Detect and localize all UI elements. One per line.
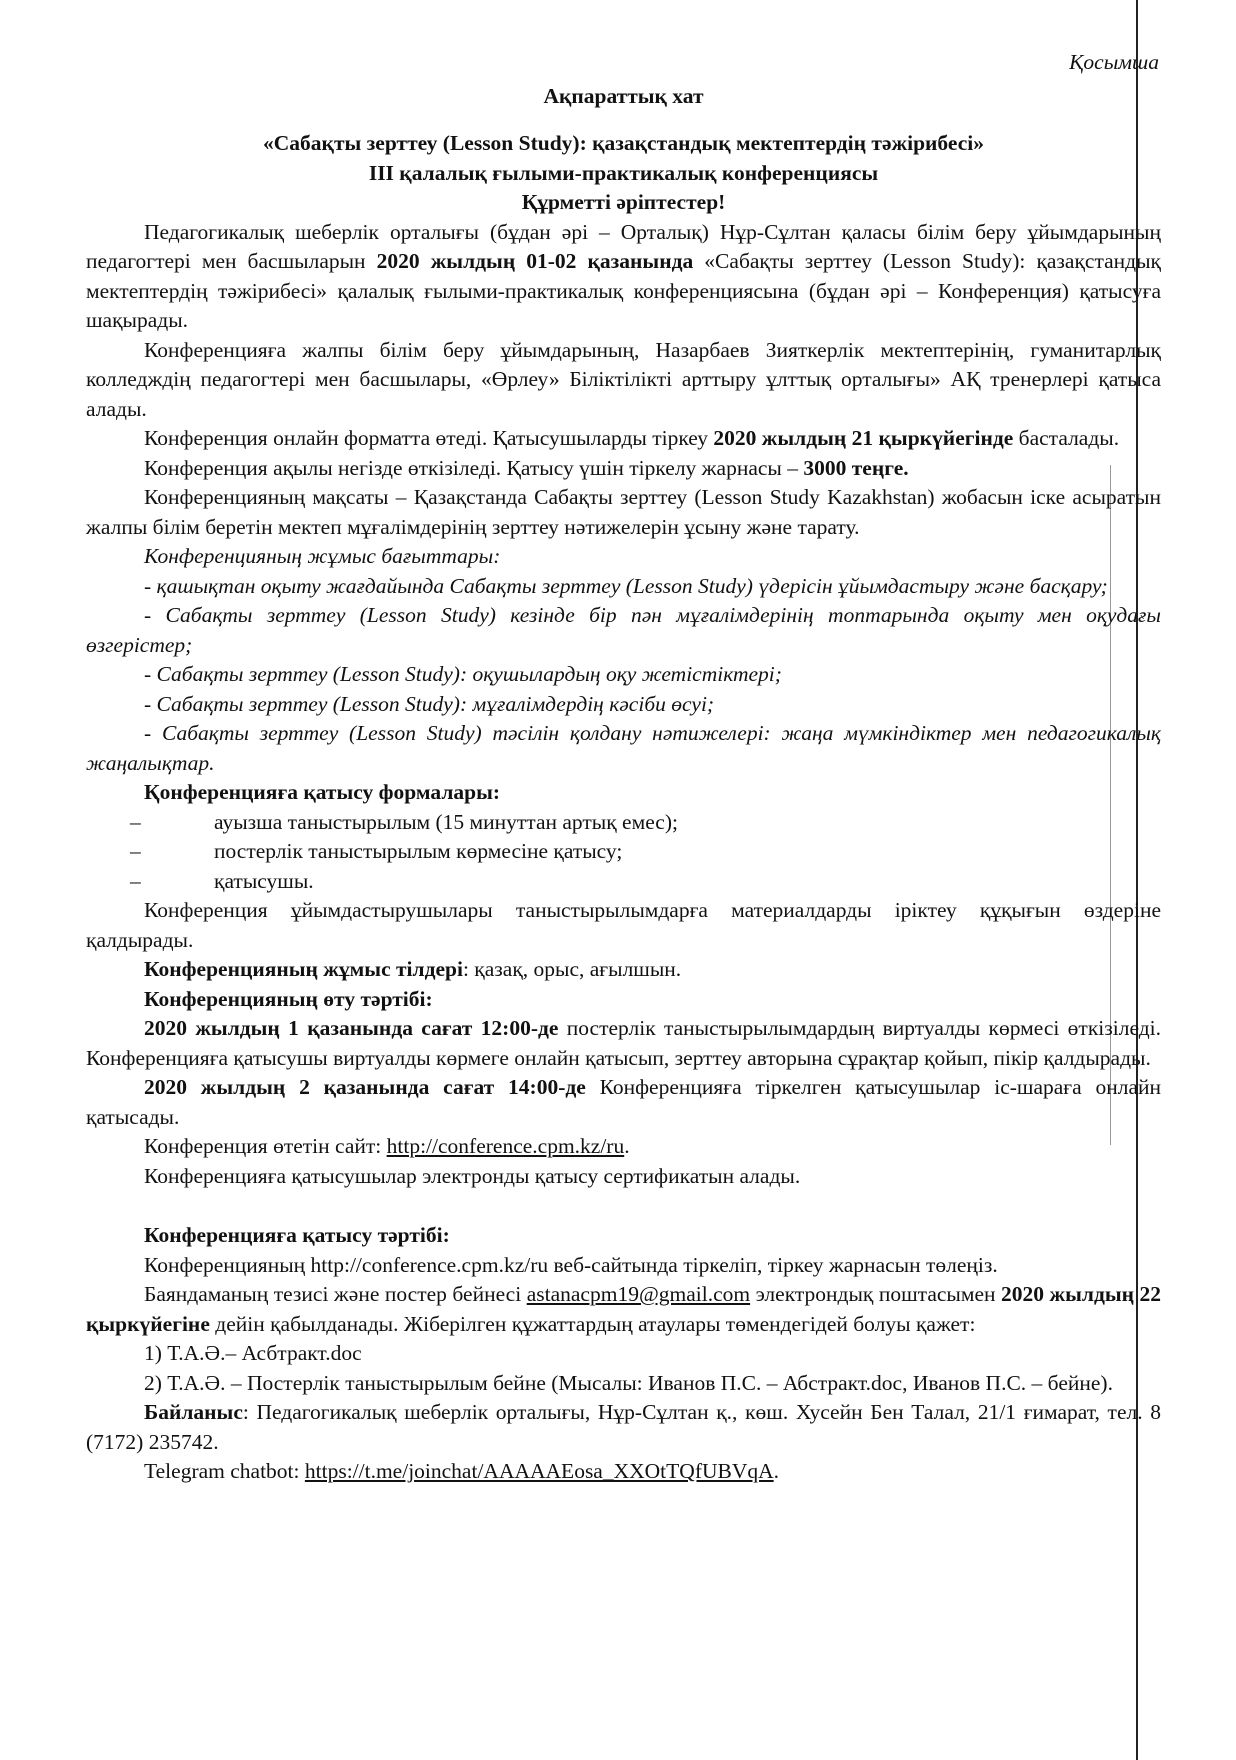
direction-item: - Сабақты зерттеу (Lesson Study) тәсілін қолдану нәтижелері: жаңа мүмкіндіктер мен педагогикалық жаңалықтар. bbox=[86, 721, 1161, 775]
annex-label: Қосымша bbox=[1069, 50, 1159, 74]
conference-type: III қалалық ғылыми-практикалық конференциясы bbox=[368, 160, 879, 185]
participation-heading: Конференцияға қатысу тәртібі: bbox=[144, 1223, 450, 1247]
paragraph-languages: Конференцияның жұмыс тілдері: қазақ, орыс, ағылшын. bbox=[144, 957, 682, 981]
paragraph-fee: Конференция ақылы негізде өткізіледі. Қатысу үшін тіркелу жарнасы – 3000 теңге. bbox=[144, 455, 909, 480]
paragraph-site: Конференция өтетін сайт: http://conference.cpm.kz/ru. bbox=[144, 1134, 630, 1158]
conference-name: «Сабақты зерттеу (Lesson Study): қазақстандық мектептердің тәжірибесі» bbox=[263, 131, 984, 155]
paragraph-registration: Конференция онлайн форматта өтеді. Қатысушыларды тіркеу 2020 жылдың 21 қыркүйегінде басталады. bbox=[144, 426, 1120, 450]
order-heading: Конференцияның өту тәртібі: bbox=[144, 986, 433, 1011]
file-name-example-2: 2) Т.А.Ә. – Постерлік таныстырылым бейне (Мысалы: Иванов П.С. – Абстракт.doc, Иванов П.С. – бейне). bbox=[144, 1370, 1113, 1395]
paragraph-certificate: Конференцияға қатысушылар электронды қатысу сертификатын алады. bbox=[144, 1163, 801, 1188]
form-item: – ауызша таныстырылым (15 минуттан артық емес); bbox=[130, 809, 678, 834]
forms-heading: Қонференцияға қатысу формалары: bbox=[144, 780, 501, 804]
paragraph-register-site: Конференцияның http://conference.cpm.kz/ru веб-сайтында тіркеліп, тіркеу жарнасын төлеңіз. bbox=[144, 1252, 998, 1277]
directions-heading: Конференцияның жұмыс бағыттары: bbox=[144, 544, 501, 568]
paragraph-contact: Байланыс: Педагогикалық шеберлік орталығы, Нұр-Сұлтан қ., көш. Хусейн Бен Талал, 21/1 ғимарат, тел. 8 (7172) 235742. bbox=[86, 1400, 1161, 1454]
paragraph-day1: 2020 жылдың 1 қазанында сағат 12:00-де постерлік таныстырылымдардың виртуалды көрмесі өткізіледі. Конференцияға қатысушы виртуалды көрмеге онлайн қатысып, зерттеу авторына сұрақтар қойып, пікір қалдырады. bbox=[86, 1016, 1161, 1070]
telegram-link[interactable]: https://t.me/joinchat/AAAAAEosa_XXOtTQfUBVqA bbox=[304, 1459, 774, 1483]
spacer bbox=[86, 1191, 1161, 1221]
paragraph-day2: 2020 жылдың 2 қазанында сағат 14:00-де Конференцияға тіркелген қатысушылар іс-шараға онлайн қатысады. bbox=[86, 1075, 1162, 1129]
letter-title: Ақпараттық хат bbox=[543, 83, 704, 108]
form-item: – постерлік таныстырылым көрмесіне қатысу; bbox=[130, 839, 623, 863]
direction-item: - Сабақты зерттеу (Lesson Study): мұғалімдердің кәсіби өсуі; bbox=[144, 691, 715, 716]
paragraph-submission: Баяндаманың тезисі және постер бейнесі astanacpm19@gmail.com электрондық поштасымен 2020 жылдың 22 қыркүйегіне дейін қабылданады. Жіберілген құжаттардың атаулары төмендегідей болуы қажет: bbox=[86, 1282, 1161, 1336]
form-item: – қатысушы. bbox=[130, 868, 314, 893]
paragraph-goal: Конференцияның мақсаты – Қазақстанда Сабақты зерттеу (Lesson Study Kazakhstan) жобасын іске асыратын жалпы білім беретін мектеп мұғалімдерінің зерттеу нәтижелерін ұсыну және тарату. bbox=[86, 485, 1161, 539]
direction-item: - қашықтан оқыту жағдайында Сабақты зерттеу (Lesson Study) үдерісін ұйымдастыру және басқару; bbox=[144, 573, 1108, 598]
letter-body bbox=[86, 48, 1161, 1487]
direction-item: - Сабақты зерттеу (Lesson Study) кезінде бір пән мұғалімдерінің топтарында оқыту мен оқудағы өзгерістер; bbox=[86, 603, 1161, 657]
email-link[interactable]: astanacpm19@gmail.com bbox=[526, 1282, 751, 1306]
file-name-example-1: 1) Т.А.Ә.– Асбтракт.doc bbox=[144, 1341, 362, 1365]
greeting: Құрметті әріптестер! bbox=[521, 190, 726, 214]
paragraph-selection: Конференция ұйымдастырушылары таныстырылымдарға материалдарды іріктеу құқығын өздеріне қалдырады. bbox=[86, 898, 1161, 952]
paragraph-telegram: Telegram chatbot: https://t.me/joinchat/AAAAAEosa_XXOtTQfUBVqA. bbox=[144, 1459, 780, 1483]
direction-item: - Сабақты зерттеу (Lesson Study): оқушылардың оқу жетістіктері; bbox=[144, 662, 782, 686]
conference-site-link[interactable]: http://conference.cpm.kz/ru bbox=[386, 1134, 625, 1158]
paragraph-invitation: Педагогикалық шеберлік орталығы (бұдан әрі – Орталық) Нұр-Сұлтан қаласы білім беру ұйымдарының педагогтері мен басшыларын 2020 жылдың 01-02 қазанында «Сабақты зерттеу (Lesson Study): қазақстандық мектептердің тәжірибесі» қалалық ғылыми-практикалық конференциясына (бұдан әрі – Конференция) қатысуға шақырады. bbox=[86, 219, 1161, 332]
paragraph-participants: Конференцияға жалпы білім беру ұйымдарының, Назарбаев Зияткерлік мектептерінің, гуманитарлық колледждің педагогтері мен басшылары, «Өрлеу» Біліктілікті арттыру ұлттық орталығы» АҚ тренерлері қатыса алады. bbox=[86, 337, 1161, 421]
